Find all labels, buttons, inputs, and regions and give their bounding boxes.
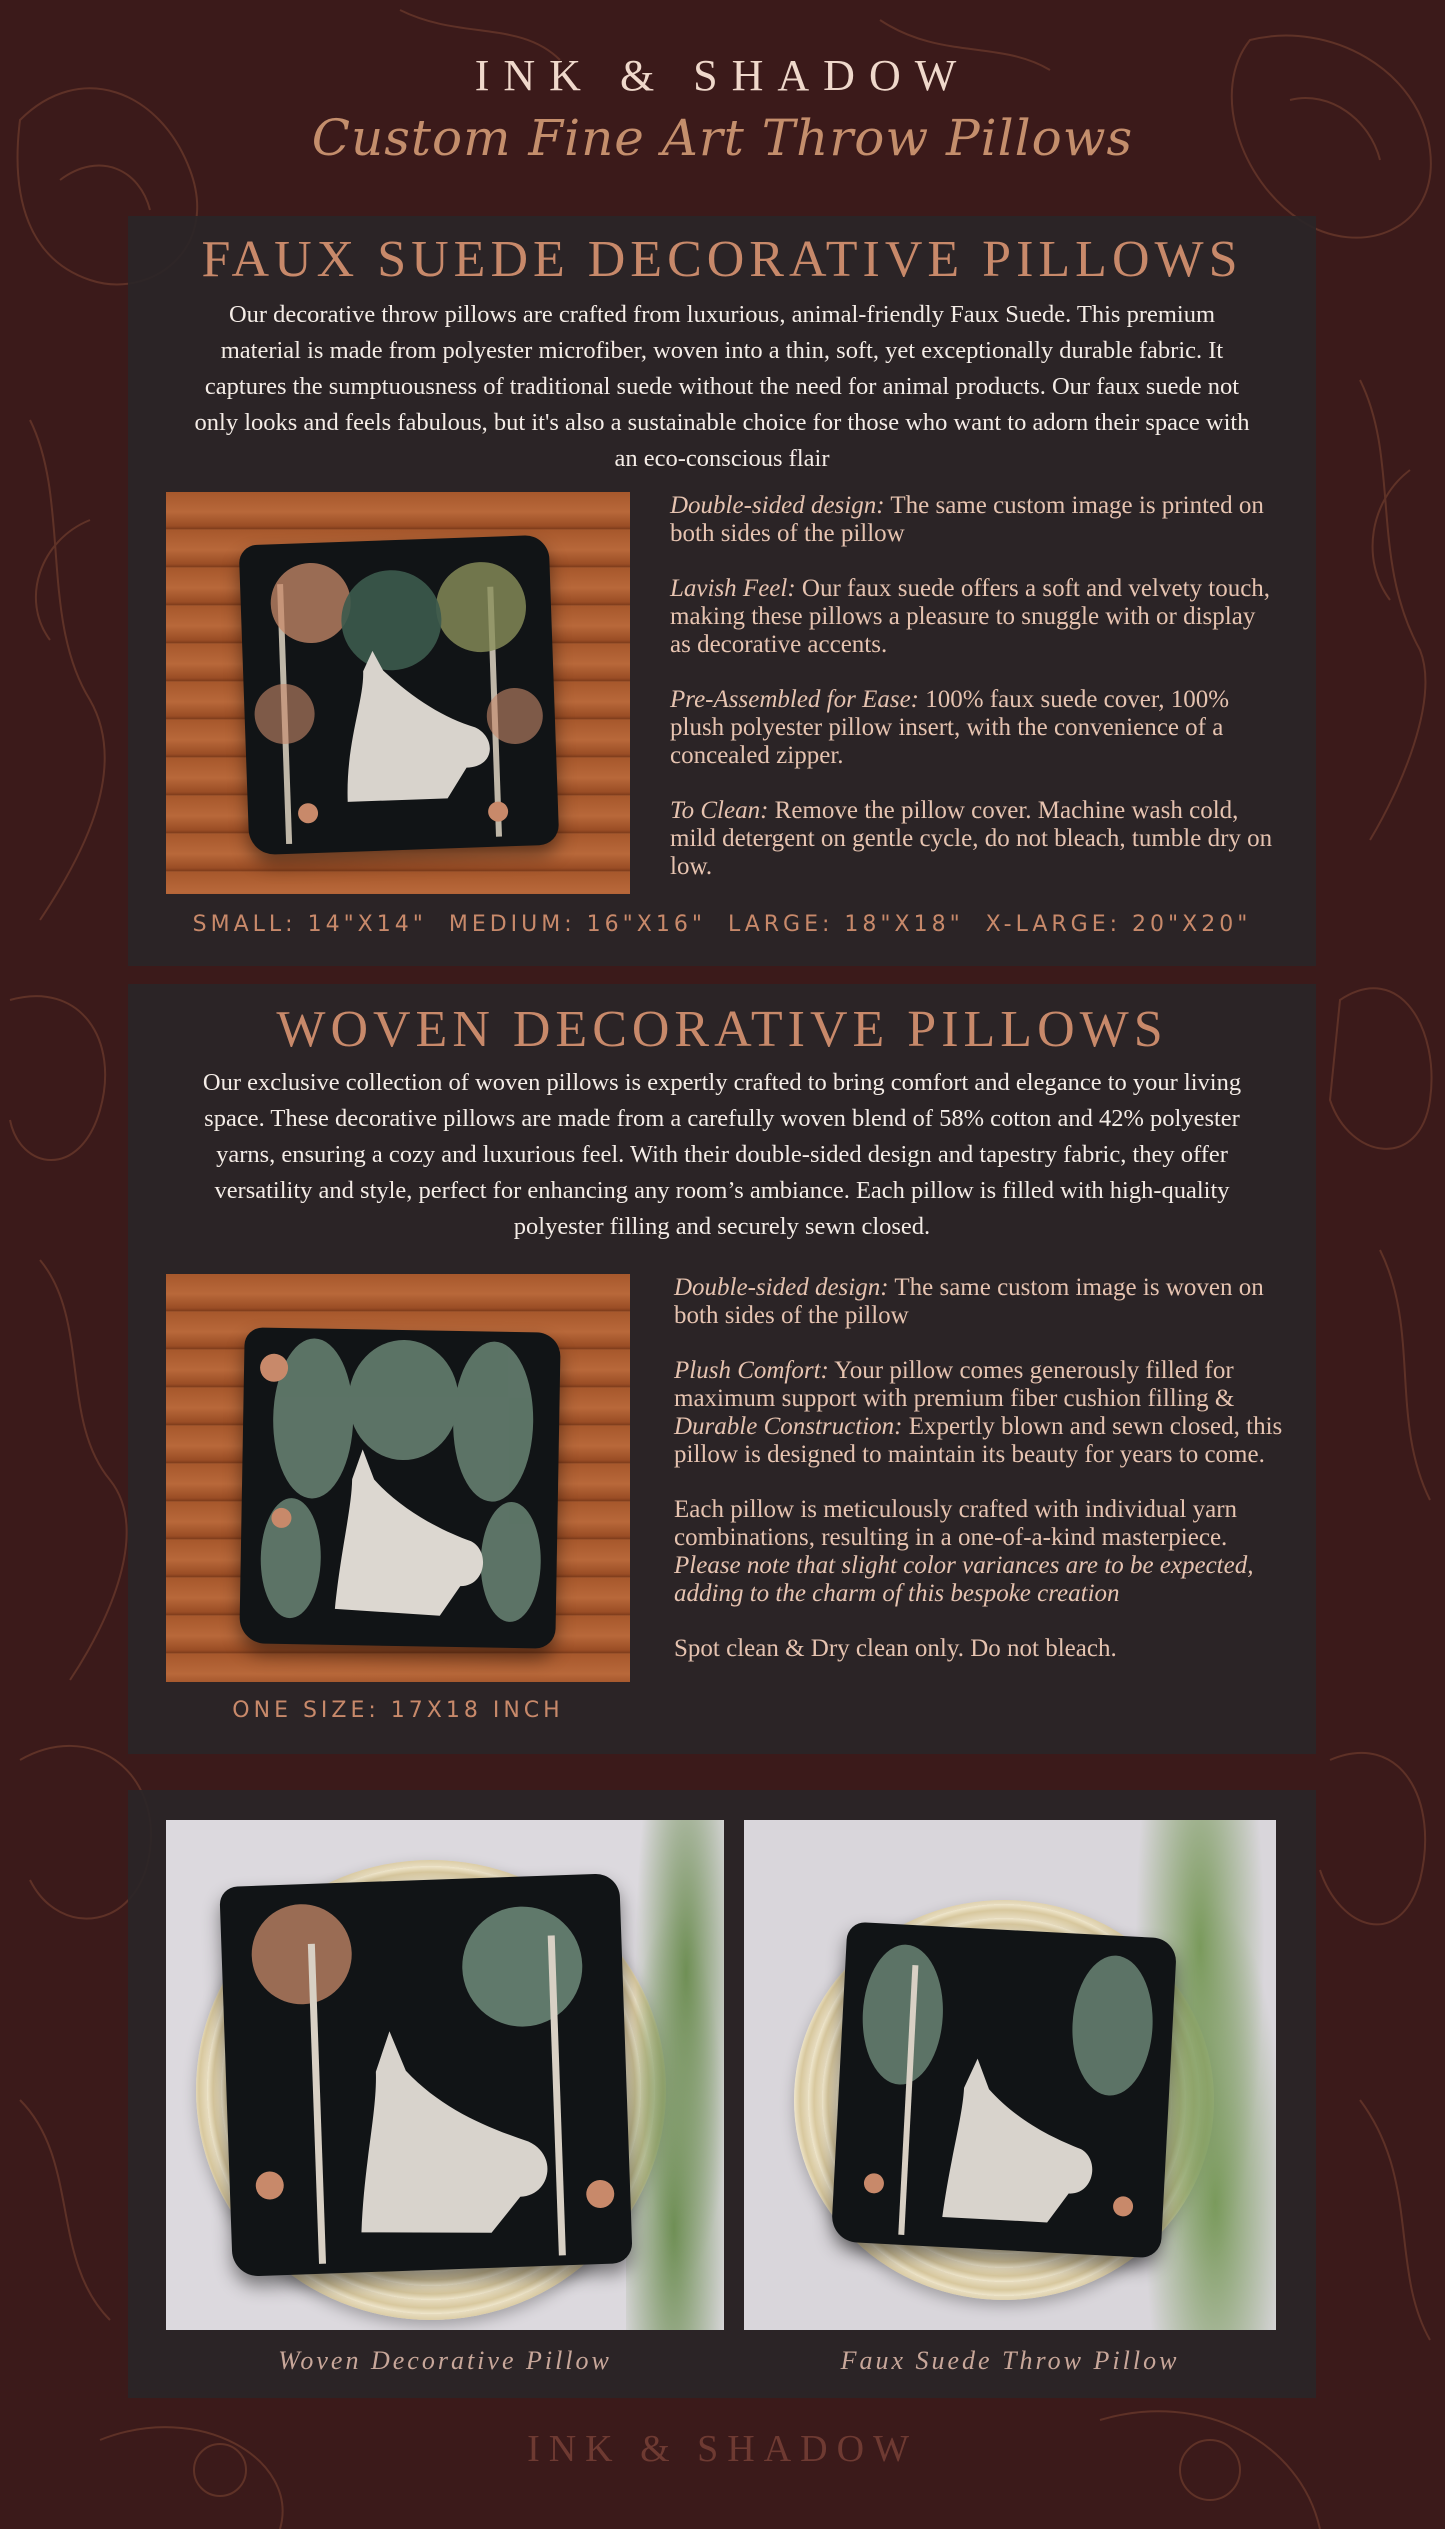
- wolf-forest-artwork: [219, 1873, 632, 2277]
- pillow-image: [831, 1922, 1177, 2259]
- suede-pillow-photo: [166, 492, 630, 894]
- suede-feature-list: [670, 492, 1280, 908]
- suede-feature-to-clean: To Clean: Remove the pillow cover. Machine wash cold, mild detergent on gentle cycle, do not bleach, tumble dry on low.: [670, 797, 1273, 880]
- woven-feature-list: [674, 1274, 1294, 1690]
- brand-tagline: Custom Fine Art Throw Pillows: [311, 109, 1134, 167]
- greenery: [626, 1820, 724, 2330]
- wolf-forest-artwork: [831, 1922, 1177, 2259]
- woven-intro: Our exclusive collection of woven pillows is expertly crafted to bring comfort and elegance to your living space. These decorative pillows are made from a carefully woven blend of 58% cotton and 42% polyester yarns, ensuring a cozy and luxurious feel. With their double-sided design and tapestry fabric, they offer versatility and style, perfect for enhancing any room’s ambiance. Each pillow is filled with high-quality polyester filling and securely sewn closed.: [202, 1069, 1242, 1240]
- suede-feature-lavish-feel: Lavish Feel: Our faux suede offers a soft and velvety touch, making these pillows a pleasure to snuggle with or display as decorative accents.: [670, 575, 1271, 658]
- pillow-image: [239, 1327, 560, 1648]
- brand-title: INK & SHADOW: [474, 51, 971, 100]
- page-header: [0, 50, 1445, 167]
- suede-intro: Our decorative throw pillows are crafted from luxurious, animal-friendly Faux Suede. This premium material is made from polyester microfiber, woven into a thin, soft, yet exceptionally durable fabric. It captures the sumptuousness of traditional suede without the need for animal products. Our faux suede not only looks and feels fabulous, but it's also a sustainable choice for those who want to adorn their space with an eco-conscious flair: [194, 301, 1250, 472]
- suede-pillow-gallery-photo: [744, 1820, 1276, 2330]
- suede-feature-double-sided: Double-sided design: The same custom image is printed on both sides of the pillow: [670, 492, 1264, 547]
- woven-pillow-photo: [166, 1274, 630, 1682]
- faux-suede-panel: [128, 216, 1316, 966]
- woven-title: WOVEN DECORATIVE PILLOWS: [276, 1001, 1168, 1058]
- woven-feature-double-sided: Double-sided design: The same custom image is woven on both sides of the pillow: [674, 1274, 1264, 1329]
- woven-size: ONE SIZE: 17X18 INCH: [232, 1698, 564, 1723]
- woven-care-instructions: Spot clean & Dry clean only. Do not bleach.: [674, 1635, 1117, 1662]
- pillow-image: [239, 535, 560, 856]
- woven-feature-plush-comfort: Plush Comfort: Your pillow comes generously filled for maximum support with premium fiber cushion filling & Durable Construction: Expertly blown and sewn closed, this pillow is designed to maintain its beauty for years to come.: [674, 1357, 1283, 1468]
- suede-feature-pre-assembled: Pre-Assembled for Ease: 100% faux suede cover, 100% plush polyester pillow insert, with the convenience of a concealed zipper.: [670, 686, 1230, 769]
- caption-faux-suede-pillow: Faux Suede Throw Pillow: [840, 2346, 1180, 2375]
- pillow-image: [219, 1873, 632, 2277]
- caption-woven-pillow: Woven Decorative Pillow: [278, 2346, 612, 2375]
- woven-panel: [128, 984, 1316, 1754]
- footer-brand: INK & SHADOW: [527, 2428, 918, 2470]
- wolf-forest-artwork: [239, 535, 560, 856]
- suede-size-list: SMALL: 14"X14" MEDIUM: 16"X16" LARGE: 18"X18" X-LARGE: 20"X20": [192, 912, 1252, 937]
- woven-pillow-gallery-photo: [166, 1820, 724, 2330]
- woven-feature-crafted: Each pillow is meticulously crafted with individual yarn combinations, resulting in a one-of-a-kind masterpiece. Please note that slight color variances are to be expected, adding to the charm of this bespoke creation: [674, 1496, 1254, 1607]
- wolf-forest-artwork: [239, 1327, 560, 1648]
- suede-title: FAUX SUEDE DECORATIVE PILLOWS: [201, 231, 1243, 288]
- gallery-panel: [128, 1790, 1316, 2398]
